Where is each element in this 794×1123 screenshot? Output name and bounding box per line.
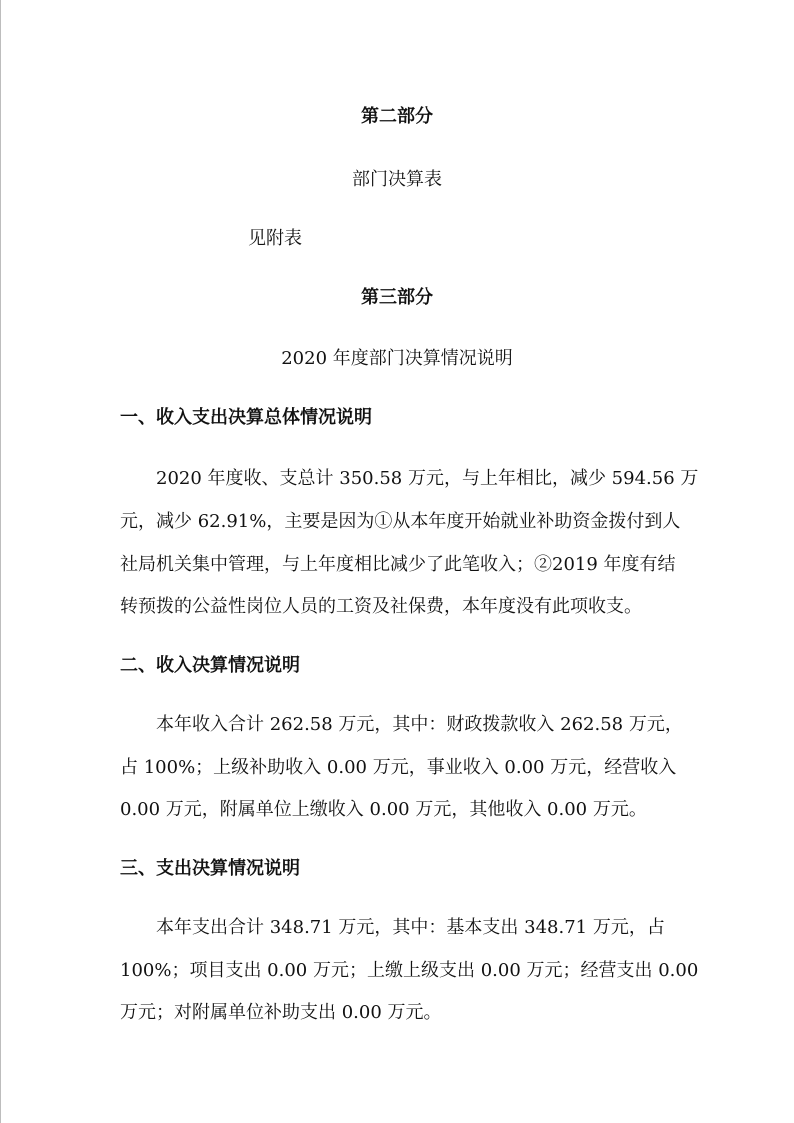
section3-line-1: 本年支出合计 348.71 万元，其中：基本支出 348.71 万元，占: [156, 917, 665, 938]
part2-title: 第二部分: [361, 106, 433, 127]
section2-line-2: 占 100%；上级补助收入 0.00 万元，事业收入 0.00 万元，经营收入: [120, 757, 677, 778]
section3-line-3: 万元；对附属单位补助支出 0.00 万元。: [120, 1002, 442, 1023]
section3-line-2: 100%；项目支出 0.00 万元；上缴上级支出 0.00 万元；经营支出 0.00: [120, 960, 699, 981]
section2-line-3: 0.00 万元，附属单位上缴收入 0.00 万元，其他收入 0.00 万元。: [120, 799, 647, 820]
section1-line-2: 元，减少 62.91%，主要是因为①从本年度开始就业补助资金拨付到人: [120, 511, 681, 532]
section3-heading: 三、支出决算情况说明: [120, 858, 300, 879]
section1-line-4: 转预拨的公益性岗位人员的工资及社保费，本年度没有此项收支。: [120, 596, 642, 617]
part3-subtitle: 2020 年度部门决算情况说明: [281, 348, 513, 369]
section1-line-3: 社局机关集中管理，与上年度相比减少了此笔收入；②2019 年度有结: [120, 554, 676, 575]
part2-note: 见附表: [248, 228, 302, 249]
part2-subtitle: 部门决算表: [352, 169, 442, 190]
section1-line-1: 2020 年度收、支总计 350.58 万元，与上年相比，减少 594.56 万: [156, 468, 699, 489]
section1-heading: 一、收入支出决算总体情况说明: [120, 407, 372, 428]
section2-line-1: 本年收入合计 262.58 万元，其中：财政拨款收入 262.58 万元，: [156, 714, 683, 735]
section2-heading: 二、收入决算情况说明: [120, 655, 300, 676]
part3-title: 第三部分: [361, 287, 433, 308]
